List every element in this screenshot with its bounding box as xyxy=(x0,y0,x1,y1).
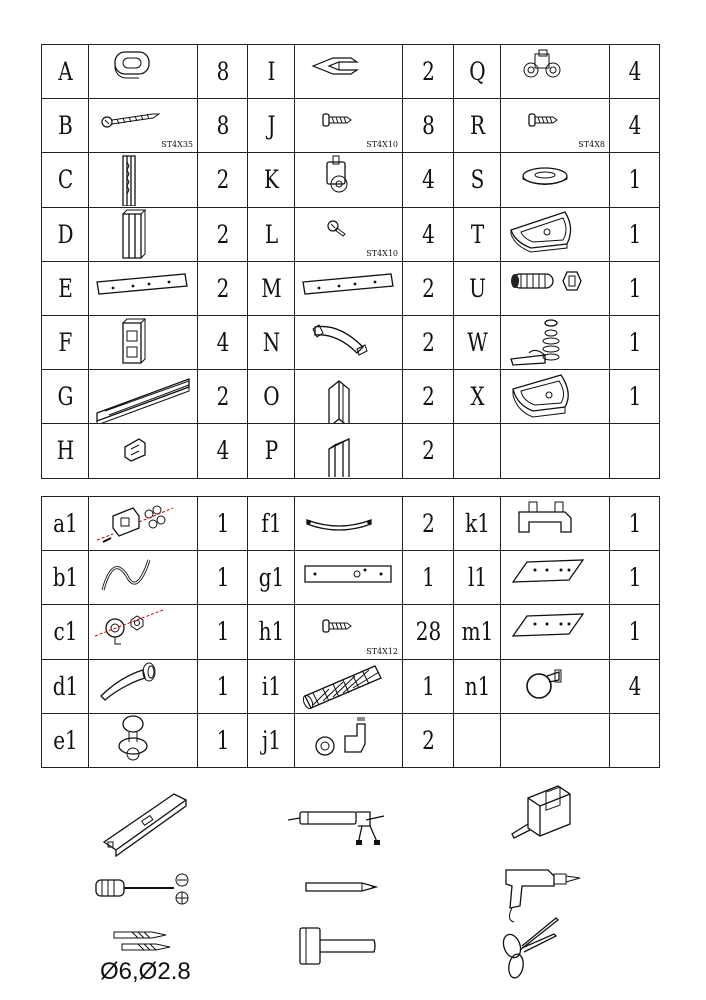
part-quantity: 4 xyxy=(408,207,449,261)
part-picture-cell xyxy=(295,207,403,261)
parts-row xyxy=(42,497,660,551)
parts-row xyxy=(42,713,660,767)
part-quantity: 2 xyxy=(408,713,449,767)
part-code: g1 xyxy=(252,551,290,605)
part-picture-cell xyxy=(295,659,403,713)
part-picture-cell xyxy=(295,713,403,767)
tape-measure-icon xyxy=(508,780,580,844)
part-code: Q xyxy=(458,45,496,99)
part-quantity xyxy=(615,713,655,767)
small-clip-icon xyxy=(93,425,193,477)
part-picture-cell xyxy=(501,99,610,153)
part-quantity: 2 xyxy=(203,153,243,207)
part-code: P xyxy=(252,424,290,478)
power-drill-icon xyxy=(498,862,582,924)
parts-row xyxy=(42,153,660,207)
part-quantity: 2 xyxy=(408,45,449,99)
part-picture-cell xyxy=(501,153,610,207)
part-code: R xyxy=(458,99,496,153)
parts-table-2 xyxy=(41,496,660,768)
part-quantity xyxy=(615,424,655,478)
part-code: I xyxy=(252,45,290,99)
part-picture-cell xyxy=(89,424,198,478)
part-code: l1 xyxy=(458,551,496,605)
clip-icon xyxy=(299,46,399,98)
part-quantity: 4 xyxy=(615,99,655,153)
part-quantity: 2 xyxy=(408,370,449,424)
part-quantity: 1 xyxy=(615,497,655,551)
flat-bar-icon xyxy=(93,262,193,314)
part-code: L xyxy=(252,207,290,261)
part-quantity: 1 xyxy=(203,659,243,713)
part-spec: ST4X10 xyxy=(366,140,398,150)
part-picture-cell xyxy=(89,99,198,153)
pencil-icon xyxy=(304,878,380,896)
hammer-icon xyxy=(296,922,378,970)
part-code: O xyxy=(252,370,290,424)
part-quantity: 1 xyxy=(408,551,449,605)
parts-row xyxy=(42,659,660,713)
part-code: U xyxy=(458,261,496,315)
part-quantity: 8 xyxy=(203,99,243,153)
part-code: H xyxy=(46,424,84,478)
parts-row xyxy=(42,605,660,659)
part-quantity: 4 xyxy=(203,424,243,478)
part-code: h1 xyxy=(252,605,290,659)
part-quantity: 1 xyxy=(615,551,655,605)
parts-row xyxy=(42,551,660,605)
flat-bar-icon xyxy=(299,262,399,314)
parts-row xyxy=(42,45,660,99)
part-quantity: 4 xyxy=(408,153,449,207)
part-picture-cell xyxy=(295,315,403,369)
elbow-fitting-icon xyxy=(299,714,399,766)
part-picture-cell xyxy=(501,497,610,551)
part-code: M xyxy=(252,261,290,315)
part-spec: ST4X35 xyxy=(161,140,193,150)
part-picture-cell xyxy=(295,551,403,605)
part-picture-cell xyxy=(501,261,610,315)
drill-bits-icon xyxy=(112,928,182,952)
part-quantity: 1 xyxy=(615,315,655,369)
parts-row xyxy=(42,99,660,153)
part-code: N xyxy=(252,315,290,369)
part-picture-cell xyxy=(501,424,610,478)
part-quantity: 2 xyxy=(203,207,243,261)
part-code: E xyxy=(46,261,84,315)
part-quantity: 1 xyxy=(203,713,243,767)
part-spec: ST4X10 xyxy=(366,248,398,258)
part-picture-cell xyxy=(295,605,403,659)
hose-icon xyxy=(93,552,193,604)
part-code: c1 xyxy=(46,605,84,659)
handle-icon xyxy=(299,317,399,369)
part-spec: ST4X8 xyxy=(578,140,605,150)
parts-row xyxy=(42,261,660,315)
part-quantity: 4 xyxy=(615,45,655,99)
part-picture-cell xyxy=(295,370,403,424)
part-picture-cell xyxy=(501,551,610,605)
roller-bracket-icon xyxy=(299,154,399,206)
part-code: X xyxy=(458,370,496,424)
part-code: b1 xyxy=(46,551,84,605)
curved-bar-icon xyxy=(299,498,399,550)
part-quantity: 1 xyxy=(203,605,243,659)
part-code: D xyxy=(46,207,84,261)
siphon-icon xyxy=(505,317,605,369)
part-code: a1 xyxy=(46,497,84,551)
hand-shower-icon xyxy=(93,660,193,712)
part-picture-cell xyxy=(501,659,610,713)
part-picture-cell xyxy=(501,370,610,424)
part-quantity: 4 xyxy=(203,315,243,369)
pipe-clamp-icon xyxy=(505,660,605,712)
part-quantity: 1 xyxy=(615,153,655,207)
part-code: e1 xyxy=(46,713,84,767)
part-code: C xyxy=(46,153,84,207)
screwdriver-icon xyxy=(94,870,194,910)
part-code: G xyxy=(46,370,84,424)
shelf-bracket-icon xyxy=(505,498,605,550)
mesh-tube-icon xyxy=(299,660,399,712)
scissors-icon xyxy=(500,916,560,982)
part-quantity: 2 xyxy=(408,497,449,551)
part-picture-cell xyxy=(295,99,403,153)
part-code: F xyxy=(46,315,84,369)
part-code: A xyxy=(46,45,84,99)
part-code: j1 xyxy=(252,713,290,767)
parts-table-1 xyxy=(41,44,660,479)
part-code: f1 xyxy=(252,497,290,551)
wall-outlet-icon xyxy=(93,606,193,658)
part-picture-cell xyxy=(295,497,403,551)
part-quantity: 4 xyxy=(615,659,655,713)
wall-profile-icon xyxy=(93,154,193,206)
part-code: d1 xyxy=(46,659,84,713)
part-quantity: 8 xyxy=(408,99,449,153)
parts-row xyxy=(42,424,660,478)
part-picture-cell xyxy=(89,153,198,207)
part-picture-cell xyxy=(89,207,198,261)
part-code: S xyxy=(458,153,496,207)
u-profile-icon xyxy=(299,425,399,477)
knob-icon xyxy=(93,714,193,766)
part-code: K xyxy=(252,153,290,207)
plate-icon xyxy=(299,552,399,604)
parts-row xyxy=(42,315,660,369)
part-quantity: 2 xyxy=(203,370,243,424)
part-quantity: 1 xyxy=(615,605,655,659)
parts-row xyxy=(42,370,660,424)
mixer-assembly-icon xyxy=(93,498,193,550)
drill-size-label: Ø6,Ø2.8 xyxy=(100,958,191,985)
part-code: n1 xyxy=(458,659,496,713)
parts-row xyxy=(42,207,660,261)
glass-shelf-icon xyxy=(505,606,605,658)
bushing-icon xyxy=(93,46,193,98)
caulk-gun-icon xyxy=(288,798,388,848)
part-code: m1 xyxy=(458,605,496,659)
part-picture-cell xyxy=(89,551,198,605)
part-code: B xyxy=(46,99,84,153)
channel-profile-icon xyxy=(93,208,193,260)
part-code: k1 xyxy=(458,497,496,551)
part-quantity: 2 xyxy=(408,315,449,369)
part-code: T xyxy=(458,207,496,261)
shower-tray-icon xyxy=(505,371,605,423)
part-picture-cell xyxy=(501,713,610,767)
part-quantity: 1 xyxy=(615,370,655,424)
part-code: i1 xyxy=(252,659,290,713)
part-picture-cell xyxy=(501,207,610,261)
part-quantity: 8 xyxy=(203,45,243,99)
block-icon xyxy=(93,317,193,369)
part-quantity: 2 xyxy=(408,261,449,315)
part-code: J xyxy=(252,99,290,153)
rail-icon xyxy=(93,371,193,423)
part-quantity: 28 xyxy=(408,605,449,659)
part-picture-cell xyxy=(501,45,610,99)
part-picture-cell xyxy=(501,315,610,369)
part-code: W xyxy=(458,315,496,369)
drain-pipe-icon xyxy=(505,262,605,314)
part-picture-cell xyxy=(295,424,403,478)
spirit-level-icon xyxy=(100,788,190,858)
angle-profile-icon xyxy=(299,371,399,423)
part-picture-cell xyxy=(295,261,403,315)
disc-icon xyxy=(505,154,605,206)
part-picture-cell xyxy=(89,659,198,713)
part-picture-cell xyxy=(295,153,403,207)
part-quantity: 1 xyxy=(203,497,243,551)
part-picture-cell xyxy=(89,605,198,659)
glass-shelf-icon xyxy=(505,552,605,604)
part-picture-cell xyxy=(89,315,198,369)
part-quantity: 1 xyxy=(203,551,243,605)
part-code xyxy=(458,424,496,478)
part-picture-cell xyxy=(501,605,610,659)
part-quantity: 1 xyxy=(408,659,449,713)
roller-wheel-icon xyxy=(505,46,605,98)
part-code xyxy=(458,713,496,767)
part-quantity: 1 xyxy=(615,207,655,261)
part-quantity: 2 xyxy=(408,424,449,478)
corner-tray-icon xyxy=(505,208,605,260)
part-picture-cell xyxy=(89,45,198,99)
part-picture-cell xyxy=(89,497,198,551)
part-spec: ST4X12 xyxy=(366,646,398,656)
part-quantity: 1 xyxy=(615,261,655,315)
part-quantity: 2 xyxy=(203,261,243,315)
part-picture-cell xyxy=(89,261,198,315)
part-picture-cell xyxy=(295,45,403,99)
part-picture-cell xyxy=(89,713,198,767)
part-picture-cell xyxy=(89,370,198,424)
